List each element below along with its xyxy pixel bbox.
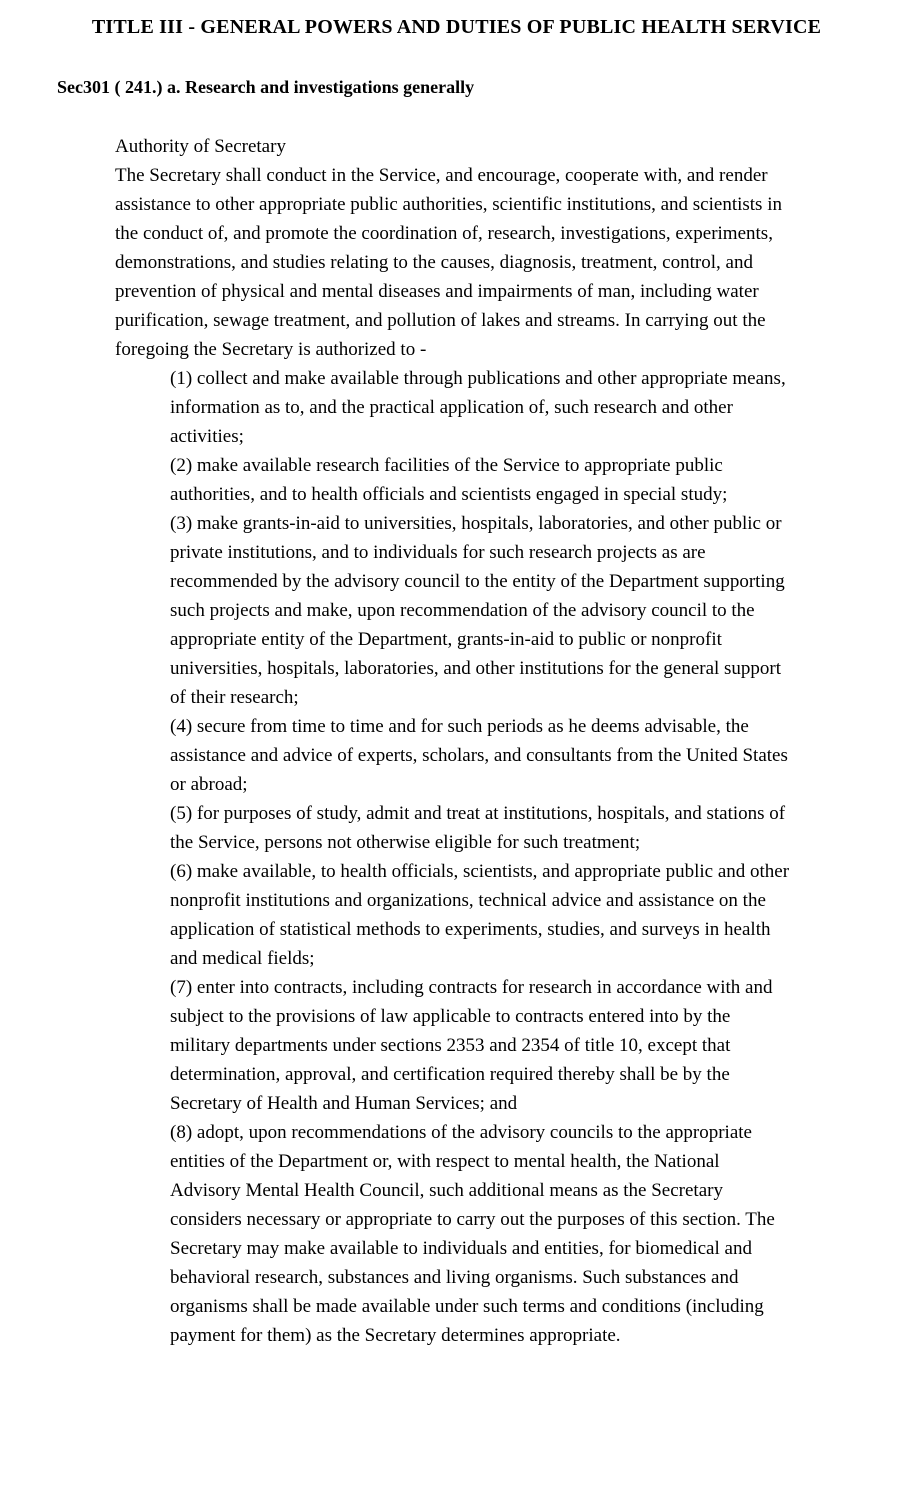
item-2: (2) make available research facilities of the Service to appropriate public authorities, and to health officials and scientists engaged in special study; bbox=[170, 455, 728, 505]
item-3: (3) make grants-in-aid to universities, hospitals, laboratories, and other public or private institutions, and to individuals for such research projects as are recommended by the advisory council to the entity of the Department supporting such projects and make, upon recommendation of the advisory council to the appropriate entity of the Department, grants-in-aid to public or nonprofit universities, hospitals, laboratories, and other institutions for the general support of their research; bbox=[170, 513, 785, 708]
document-title: TITLE III - GENERAL POWERS AND DUTIES OF PUBLIC HEALTH SERVICE bbox=[91, 16, 822, 38]
item-6: (6) make available, to health officials, scientists, and appropriate public and other nonprofit institutions and organizations, technical advice and assistance on the application of statistical methods to experiments, studies, and surveys in health and medical fields; bbox=[170, 861, 790, 969]
section-body bbox=[115, 132, 793, 1350]
authority-subheading: Authority of Secretary bbox=[115, 136, 286, 157]
item-7: (7) enter into contracts, including contracts for research in accordance with and subject to the provisions of law applicable to contracts entered into by the military departments under sections 2353 and 2354 of title 10, except that determination, approval, and certification required thereby shall be by the Secretary of Health and Human Services; and bbox=[170, 977, 773, 1114]
item-1: (1) collect and make available through publications and other appropriate means, information as to, and the practical application of, such research and other activities; bbox=[170, 368, 786, 447]
item-8: (8) adopt, upon recommendations of the advisory councils to the appropriate entities of the Department or, with respect to mental health, the National Advisory Mental Health Council, such additional means as the Secretary considers necessary or appropriate to carry out the purposes of this section. The Secretary may make available to individuals and entities, for biomedical and behavioral research, substances and living organisms. Such substances and organisms shall be made available under such terms and conditions (including payment for them) as the Secretary determines appropriate. bbox=[170, 1122, 775, 1346]
numbered-items bbox=[170, 364, 793, 1350]
intro-paragraph: The Secretary shall conduct in the Service, and encourage, cooperate with, and render assistance to other appropriate public authorities, scientific institutions, and scientists in the conduct of, and promote the coordination of, research, investigations, experiments, demonstrations, and studies relating to the causes, diagnosis, treatment, control, and prevention of physical and mental diseases and impairments of man, including water purification, sewage treatment, and pollution of lakes and streams. In carrying out the foregoing the Secretary is authorized to - bbox=[115, 165, 782, 360]
item-4: (4) secure from time to time and for such periods as he deems advisable, the assistance and advice of experts, scholars, and consultants from the United States or abroad; bbox=[170, 716, 788, 795]
item-5: (5) for purposes of study, admit and treat at institutions, hospitals, and stations of the Service, persons not otherwise eligible for such treatment; bbox=[170, 803, 786, 853]
section-heading: Sec301 ( 241.) a. Research and investigations generally bbox=[57, 77, 475, 97]
